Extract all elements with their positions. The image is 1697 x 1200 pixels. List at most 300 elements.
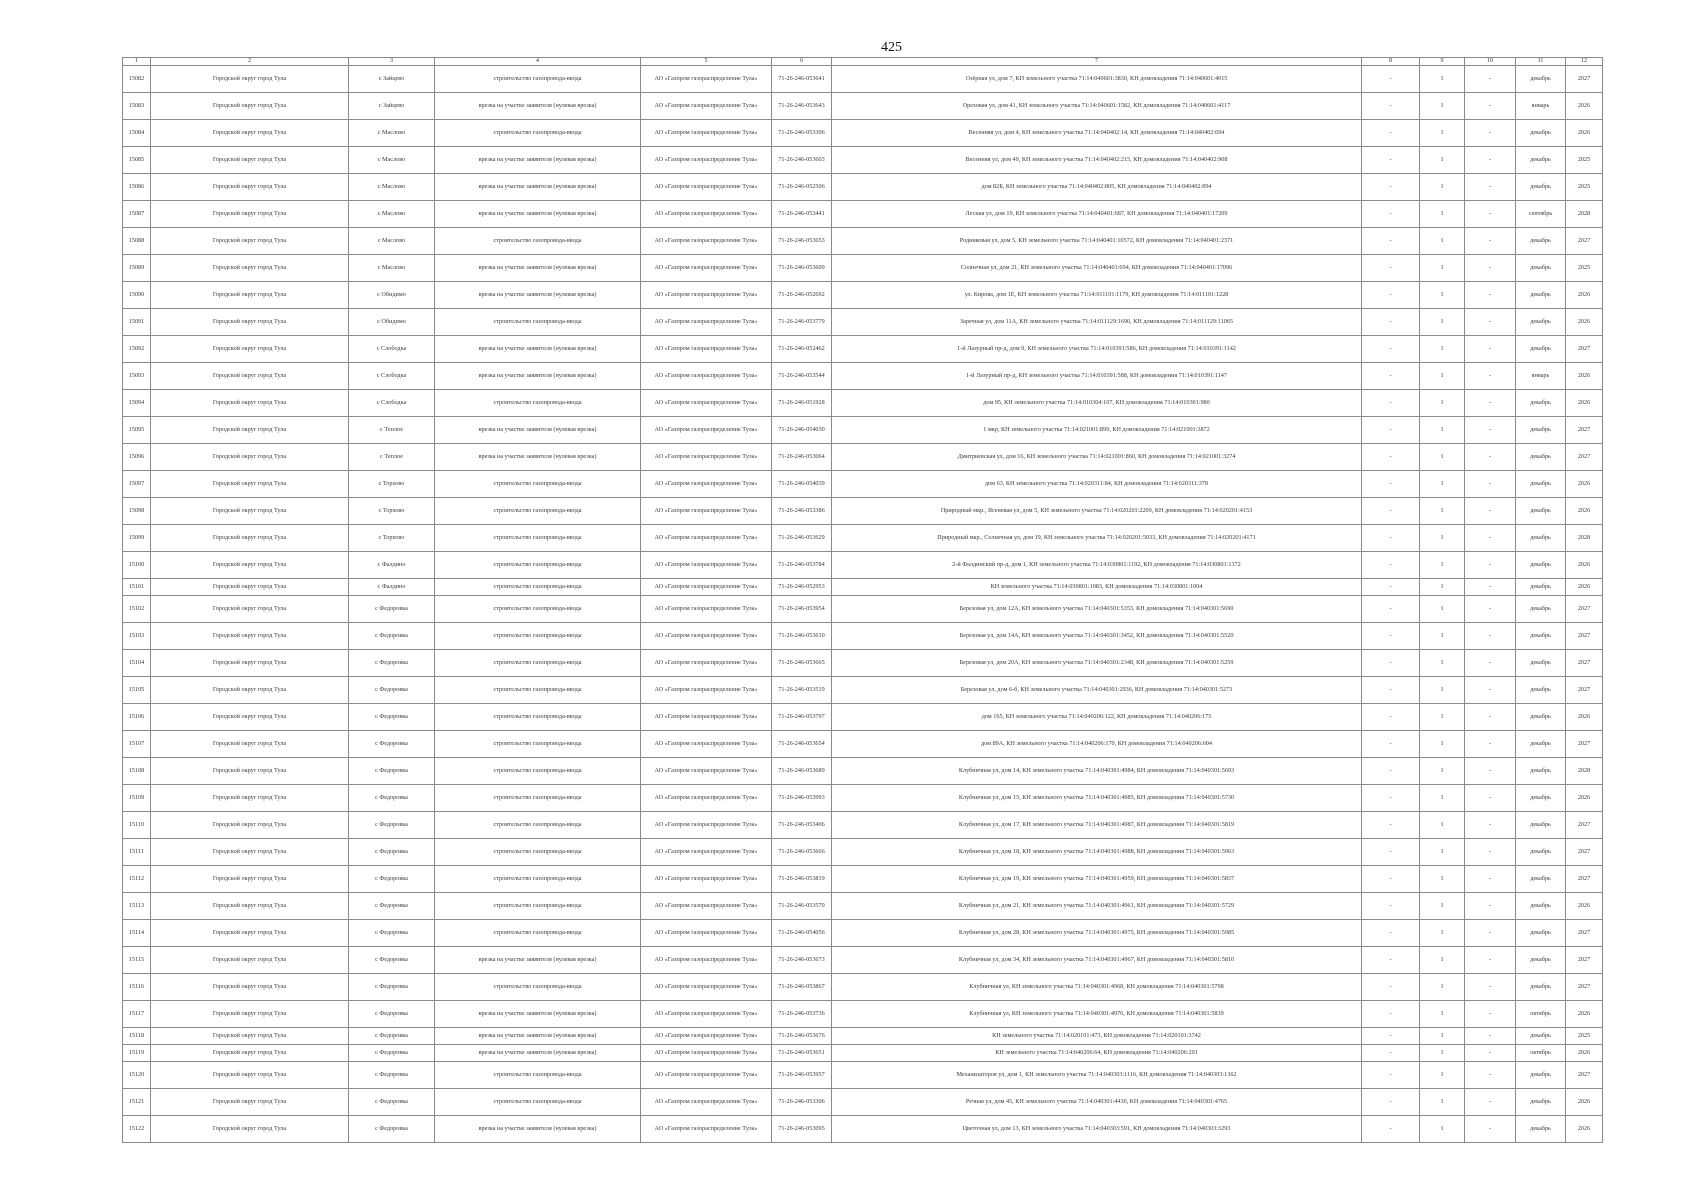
column-10-cell: - [1465,758,1516,785]
municipality-cell: Городской округ город Тула [151,1028,349,1045]
month-cell: декабрь [1516,1062,1566,1089]
row-number-cell: 15098 [123,498,151,525]
row-number-cell: 15118 [123,1028,151,1045]
year-cell: 2027 [1566,731,1603,758]
application-code-cell: 71-26-246-053095 [772,1116,832,1143]
settlement-cell: с Маслово [349,120,435,147]
application-code-cell: 71-26-246-053867 [772,974,832,1001]
application-code-cell: 71-26-246-053666 [772,839,832,866]
work-type-cell: врезка на участке заявителя (нулевая врезка) [435,93,641,120]
application-code-cell: 71-26-246-054039 [772,471,832,498]
application-code-cell: 71-26-246-053406 [772,812,832,839]
municipality-cell: Городской округ город Тула [151,839,349,866]
year-cell: 2027 [1566,974,1603,1001]
column-10-cell: - [1465,120,1516,147]
quantity-cell: 1 [1420,309,1465,336]
work-type-cell: врезка на участке заявителя (нулевая врезка) [435,174,641,201]
table-body [123,66,1603,1143]
work-type-cell: строительство газопровода-ввода [435,785,641,812]
year-cell: 2027 [1566,228,1603,255]
work-type-cell: строительство газопровода-ввода [435,309,641,336]
column-10-cell: - [1465,866,1516,893]
quantity-cell: 1 [1420,866,1465,893]
column-10-cell: - [1465,471,1516,498]
operator-cell: АО «Газпром газораспределение Тула» [641,417,772,444]
year-cell: 2026 [1566,390,1603,417]
column-number-header-row [123,58,1603,66]
municipality-cell: Городской округ город Тула [151,174,349,201]
settlement-cell: с Федоровка [349,812,435,839]
column-10-cell: - [1465,1062,1516,1089]
municipality-cell: Городской округ город Тула [151,471,349,498]
work-type-cell: строительство газопровода-ввода [435,650,641,677]
year-cell: 2027 [1566,947,1603,974]
quantity-cell: 1 [1420,623,1465,650]
settlement-cell: с Федоровка [349,1028,435,1045]
page-number: 425 [881,40,902,55]
municipality-cell: Городской округ город Тула [151,704,349,731]
month-cell: декабрь [1516,66,1566,93]
column-10-cell: - [1465,444,1516,471]
table-row [123,758,1603,785]
row-number-cell: 15094 [123,390,151,417]
table-row [123,552,1603,579]
year-cell: 2026 [1566,498,1603,525]
year-cell: 2028 [1566,201,1603,228]
quantity-cell: 1 [1420,1116,1465,1143]
operator-cell: АО «Газпром газораспределение Тула» [641,893,772,920]
settlement-cell: с Маслово [349,255,435,282]
address-cell: Весенняя ул, дом 4, КН земельного участка 71:14:040402:14, КН домовладения 71:14:040402:694 [832,120,1362,147]
column-8-cell: - [1362,1089,1420,1116]
municipality-cell: Городской округ город Тула [151,785,349,812]
address-cell: Озёрная ул, дом 7, КН земельного участка 71:14:040601:3830, КН домовладения 71:14:040601:4015 [832,66,1362,93]
month-cell: декабрь [1516,866,1566,893]
work-type-cell: строительство газопровода-ввода [435,1089,641,1116]
address-cell: Весенняя ул, дом 49, КН земельного участка 71:14:040402:215, КН домовладения 71:14:040402:908 [832,147,1362,174]
year-cell: 2026 [1566,120,1603,147]
column-10-cell: - [1465,282,1516,309]
month-cell: январь [1516,93,1566,120]
work-type-cell: строительство газопровода-ввода [435,390,641,417]
settlement-cell: с Торхово [349,471,435,498]
column-10-cell: - [1465,785,1516,812]
application-code-cell: 71-26-246-053603 [772,147,832,174]
year-cell: 2027 [1566,812,1603,839]
row-number-cell: 15102 [123,596,151,623]
work-type-cell: врезка на участке заявителя (нулевая врезка) [435,417,641,444]
column-8-cell: - [1362,498,1420,525]
settlement-cell: с Фалдино [349,552,435,579]
year-cell: 2027 [1566,444,1603,471]
column-8-cell: - [1362,947,1420,974]
column-8-cell: - [1362,444,1420,471]
application-code-cell: 71-26-246-053665 [772,650,832,677]
column-8-cell: - [1362,201,1420,228]
row-number-cell: 15112 [123,866,151,893]
settlement-cell: с Федоровка [349,1062,435,1089]
quantity-cell: 1 [1420,444,1465,471]
column-10-cell: - [1465,417,1516,444]
address-cell: Клубничная ул, КН земельного участка 71:14:040301:4968, КН домовладения 71:14:040301:5798 [832,974,1362,1001]
year-cell: 2026 [1566,785,1603,812]
quantity-cell: 1 [1420,677,1465,704]
month-cell: январь [1516,363,1566,390]
application-code-cell: 71-26-246-054030 [772,417,832,444]
column-10-cell: - [1465,255,1516,282]
work-type-cell: строительство газопровода-ввода [435,866,641,893]
column-10-cell: - [1465,336,1516,363]
row-number-cell: 15095 [123,417,151,444]
column-8-cell: - [1362,920,1420,947]
address-cell: 1 мкр, КН земельного участка 71:14:021001:899, КН домовладения 71:14:021001:3872 [832,417,1362,444]
municipality-cell: Городской округ город Тула [151,228,349,255]
column-header-11: 11 [1516,58,1566,66]
column-10-cell: - [1465,1089,1516,1116]
table-row [123,147,1603,174]
operator-cell: АО «Газпром газораспределение Тула» [641,839,772,866]
month-cell: декабрь [1516,1028,1566,1045]
operator-cell: АО «Газпром газораспределение Тула» [641,920,772,947]
table-row [123,1001,1603,1028]
column-header-12: 12 [1566,58,1603,66]
column-10-cell: - [1465,596,1516,623]
municipality-cell: Городской округ город Тула [151,147,349,174]
quantity-cell: 1 [1420,650,1465,677]
quantity-cell: 1 [1420,255,1465,282]
table-row [123,650,1603,677]
settlement-cell: с Федоровка [349,1001,435,1028]
application-code-cell: 71-26-246-053306 [772,120,832,147]
application-code-cell: 71-26-246-053676 [772,1028,832,1045]
operator-cell: АО «Газпром газораспределение Тула» [641,525,772,552]
work-type-cell: строительство газопровода-ввода [435,704,641,731]
column-8-cell: - [1362,417,1420,444]
operator-cell: АО «Газпром газораспределение Тула» [641,785,772,812]
operator-cell: АО «Газпром газораспределение Тула» [641,579,772,596]
settlement-cell: с Федоровка [349,677,435,704]
operator-cell: АО «Газпром газораспределение Тула» [641,309,772,336]
operator-cell: АО «Газпром газораспределение Тула» [641,390,772,417]
work-type-cell: строительство газопровода-ввода [435,731,641,758]
operator-cell: АО «Газпром газораспределение Тула» [641,677,772,704]
quantity-cell: 1 [1420,417,1465,444]
work-type-cell: строительство газопровода-ввода [435,1062,641,1089]
application-code-cell: 71-26-246-053957 [772,1062,832,1089]
column-10-cell: - [1465,893,1516,920]
municipality-cell: Городской округ город Тула [151,623,349,650]
quantity-cell: 1 [1420,893,1465,920]
quantity-cell: 1 [1420,282,1465,309]
column-header-7: 7 [832,58,1362,66]
quantity-cell: 1 [1420,1045,1465,1062]
row-number-cell: 15120 [123,1062,151,1089]
row-number-cell: 15087 [123,201,151,228]
work-type-cell: врезка на участке заявителя (нулевая врезка) [435,363,641,390]
column-10-cell: - [1465,552,1516,579]
table-row [123,1062,1603,1089]
column-10-cell: - [1465,498,1516,525]
work-type-cell: строительство газопровода-ввода [435,758,641,785]
year-cell: 2027 [1566,1062,1603,1089]
application-code-cell: 71-26-246-053441 [772,201,832,228]
municipality-cell: Городской округ город Тула [151,120,349,147]
column-header-3: 3 [349,58,435,66]
year-cell: 2025 [1566,147,1603,174]
column-header-1: 1 [123,58,151,66]
column-10-cell: - [1465,677,1516,704]
settlement-cell: с Слободка [349,363,435,390]
table-row [123,201,1603,228]
column-10-cell: - [1465,920,1516,947]
municipality-cell: Городской округ город Тула [151,1045,349,1062]
quantity-cell: 1 [1420,731,1465,758]
operator-cell: АО «Газпром газораспределение Тула» [641,147,772,174]
year-cell: 2028 [1566,525,1603,552]
operator-cell: АО «Газпром газораспределение Тула» [641,1028,772,1045]
settlement-cell: с Торхово [349,498,435,525]
address-cell: Клубничная ул, дом 21, КН земельного участка 71:14:040301:4961, КН домовладения 71:14:040301:5729 [832,893,1362,920]
month-cell: декабрь [1516,785,1566,812]
application-code-cell: 71-26-246-053386 [772,498,832,525]
row-number-cell: 15105 [123,677,151,704]
application-code-cell: 71-26-246-053064 [772,444,832,471]
month-cell: декабрь [1516,758,1566,785]
address-cell: дом 95, КН земельного участка 71:14:010304:107, КН домовладения 71:14:010301:980 [832,390,1362,417]
address-cell: дом 82Б, КН земельного участка 71:14:040402:805, КН домовладения 71:14:040402:894 [832,174,1362,201]
operator-cell: АО «Газпром газораспределение Тула» [641,282,772,309]
year-cell: 2027 [1566,920,1603,947]
year-cell: 2025 [1566,1028,1603,1045]
table-row [123,785,1603,812]
row-number-cell: 15084 [123,120,151,147]
column-header-9: 9 [1420,58,1465,66]
table-row [123,596,1603,623]
column-10-cell: - [1465,974,1516,1001]
address-cell: 2-й Фалдинский пр-д, дом 1, КН земельного участка 71:14:030801:1192, КН домовладения 71:14:030801:1372 [832,552,1362,579]
settlement-cell: с Федоровка [349,866,435,893]
column-8-cell: - [1362,677,1420,704]
address-cell: Клубничная ул, КН земельного участка 71:14:040301:4976, КН домовладения 71:14:040301:5839 [832,1001,1362,1028]
row-number-cell: 15111 [123,839,151,866]
work-type-cell: врезка на участке заявителя (нулевая врезка) [435,947,641,974]
row-number-cell: 15092 [123,336,151,363]
column-8-cell: - [1362,147,1420,174]
quantity-cell: 1 [1420,471,1465,498]
column-10-cell: - [1465,947,1516,974]
settlement-cell: с Федоровка [349,839,435,866]
row-number-cell: 15116 [123,974,151,1001]
quantity-cell: 1 [1420,147,1465,174]
operator-cell: АО «Газпром газораспределение Тула» [641,201,772,228]
settlement-cell: с Федоровка [349,596,435,623]
month-cell: декабрь [1516,839,1566,866]
row-number-cell: 15121 [123,1089,151,1116]
column-10-cell: - [1465,363,1516,390]
operator-cell: АО «Газпром газораспределение Тула» [641,974,772,1001]
operator-cell: АО «Газпром газораспределение Тула» [641,947,772,974]
month-cell: декабрь [1516,920,1566,947]
quantity-cell: 1 [1420,758,1465,785]
column-header-4: 4 [435,58,641,66]
settlement-cell: с Маслово [349,201,435,228]
column-10-cell: - [1465,309,1516,336]
row-number-cell: 15089 [123,255,151,282]
municipality-cell: Городской округ город Тула [151,255,349,282]
settlement-cell: с Теплое [349,444,435,471]
column-10-cell: - [1465,704,1516,731]
address-cell: дом 165, КН земельного участка 71:14:040206:122, КН домовладения 71:14:040206:175 [832,704,1362,731]
table-row [123,1028,1603,1045]
municipality-cell: Городской округ город Тула [151,444,349,471]
year-cell: 2027 [1566,66,1603,93]
table-row [123,93,1603,120]
address-cell: Клубничная ул, дом 28, КН земельного участка 71:14:040301:4975, КН домовладения 71:14:040301:5985 [832,920,1362,947]
column-8-cell: - [1362,471,1420,498]
year-cell: 2027 [1566,596,1603,623]
table-row [123,228,1603,255]
year-cell: 2026 [1566,704,1603,731]
work-type-cell: строительство газопровода-ввода [435,66,641,93]
application-code-cell: 71-26-246-053689 [772,758,832,785]
month-cell: декабрь [1516,893,1566,920]
settlement-cell: с Федоровка [349,785,435,812]
table-row [123,1089,1603,1116]
settlement-cell: с Федоровка [349,1089,435,1116]
table-row [123,309,1603,336]
quantity-cell: 1 [1420,120,1465,147]
month-cell: декабрь [1516,650,1566,677]
column-8-cell: - [1362,1116,1420,1143]
month-cell: декабрь [1516,1116,1566,1143]
year-cell: 2027 [1566,839,1603,866]
table-row [123,120,1603,147]
row-number-cell: 15082 [123,66,151,93]
column-10-cell: - [1465,1045,1516,1062]
settlement-cell: с Слободка [349,390,435,417]
month-cell: декабрь [1516,498,1566,525]
column-10-cell: - [1465,731,1516,758]
address-cell: КН земельного участка 71:14:030801:1083, КН домовладения 71:14:030801:1004 [832,579,1362,596]
municipality-cell: Городской округ город Тула [151,417,349,444]
table-row [123,444,1603,471]
table-row [123,471,1603,498]
table-row [123,812,1603,839]
row-number-cell: 15108 [123,758,151,785]
table-row [123,363,1603,390]
work-type-cell: врезка на участке заявителя (нулевая врезка) [435,147,641,174]
column-8-cell: - [1362,579,1420,596]
application-code-cell: 71-26-246-053654 [772,731,832,758]
month-cell: декабрь [1516,596,1566,623]
address-cell: Клубничная ул, дом 34, КН земельного участка 71:14:040301:4967, КН домовладения 71:14:040301:5810 [832,947,1362,974]
quantity-cell: 1 [1420,525,1465,552]
work-type-cell: врезка на участке заявителя (нулевая врезка) [435,1045,641,1062]
application-code-cell: 71-26-246-053784 [772,552,832,579]
address-cell: Березовая ул, дом 12А, КН земельного участка 71:14:040301:5353, КН домовладения 71:14:040301:5690 [832,596,1362,623]
address-cell: КН земельного участка 71:14:020101:473, КН домовладения 71:14:020101:3742 [832,1028,1362,1045]
settlement-cell: с Маслово [349,174,435,201]
column-8-cell: - [1362,758,1420,785]
work-type-cell: строительство газопровода-ввода [435,974,641,1001]
quantity-cell: 1 [1420,596,1465,623]
municipality-cell: Городской округ город Тула [151,363,349,390]
quantity-cell: 1 [1420,1089,1465,1116]
year-cell: 2026 [1566,893,1603,920]
municipality-cell: Городской округ город Тула [151,579,349,596]
operator-cell: АО «Газпром газораспределение Тула» [641,255,772,282]
table-row [123,623,1603,650]
quantity-cell: 1 [1420,390,1465,417]
month-cell: декабрь [1516,282,1566,309]
application-code-cell: 71-26-246-053570 [772,893,832,920]
operator-cell: АО «Газпром газораспределение Тула» [641,444,772,471]
work-type-cell: строительство газопровода-ввода [435,893,641,920]
column-8-cell: - [1362,974,1420,1001]
month-cell: декабрь [1516,390,1566,417]
quantity-cell: 1 [1420,947,1465,974]
work-type-cell: врезка на участке заявителя (нулевая врезка) [435,444,641,471]
column-10-cell: - [1465,201,1516,228]
row-number-cell: 15122 [123,1116,151,1143]
operator-cell: АО «Газпром газораспределение Тула» [641,758,772,785]
address-cell: Дмитриевская ул, дом 16, КН земельного участка 71:14:021001:860, КН домовладения 71:14:021001:3274 [832,444,1362,471]
month-cell: декабрь [1516,552,1566,579]
municipality-cell: Городской округ город Тула [151,1116,349,1143]
operator-cell: АО «Газпром газораспределение Тула» [641,1116,772,1143]
operator-cell: АО «Газпром газораспределение Тула» [641,1001,772,1028]
quantity-cell: 1 [1420,579,1465,596]
quantity-cell: 1 [1420,552,1465,579]
work-type-cell: врезка на участке заявителя (нулевая врезка) [435,1001,641,1028]
month-cell: сентябрь [1516,201,1566,228]
quantity-cell: 1 [1420,1028,1465,1045]
table-row [123,1045,1603,1062]
address-cell: Ореховая ул, дом 41, КН земельного участка 71:14:040601:1582, КН домовладения 71:14:040601:4117 [832,93,1362,120]
operator-cell: АО «Газпром газораспределение Тула» [641,623,772,650]
year-cell: 2026 [1566,552,1603,579]
work-type-cell: строительство газопровода-ввода [435,596,641,623]
year-cell: 2026 [1566,471,1603,498]
year-cell: 2026 [1566,309,1603,336]
address-cell: Механизаторов ул, дом 1, КН земельного участка 71:14:040303:1116, КН домовладения 71:14:040303:1362 [832,1062,1362,1089]
municipality-cell: Городской округ город Тула [151,650,349,677]
column-8-cell: - [1362,812,1420,839]
address-cell: Речная ул, дом 45, КН земельного участка 71:14:040301:4430, КН домовладения 71:14:040301:4765 [832,1089,1362,1116]
application-code-cell: 71-26-246-052462 [772,336,832,363]
column-8-cell: - [1362,704,1420,731]
row-number-cell: 15115 [123,947,151,974]
settlement-cell: с Маслово [349,228,435,255]
work-type-cell: строительство газопровода-ввода [435,677,641,704]
row-number-cell: 15106 [123,704,151,731]
application-code-cell: 71-26-246-053609 [772,255,832,282]
quantity-cell: 1 [1420,174,1465,201]
table-row [123,417,1603,444]
year-cell: 2026 [1566,1001,1603,1028]
municipality-cell: Городской округ город Тула [151,920,349,947]
column-8-cell: - [1362,282,1420,309]
month-cell: декабрь [1516,579,1566,596]
application-code-cell: 71-26-246-053544 [772,363,832,390]
municipality-cell: Городской округ город Тула [151,677,349,704]
column-8-cell: - [1362,552,1420,579]
operator-cell: АО «Газпром газораспределение Тула» [641,471,772,498]
application-code-cell: 71-26-246-052953 [772,579,832,596]
table-row [123,731,1603,758]
month-cell: декабрь [1516,336,1566,363]
quantity-cell: 1 [1420,920,1465,947]
